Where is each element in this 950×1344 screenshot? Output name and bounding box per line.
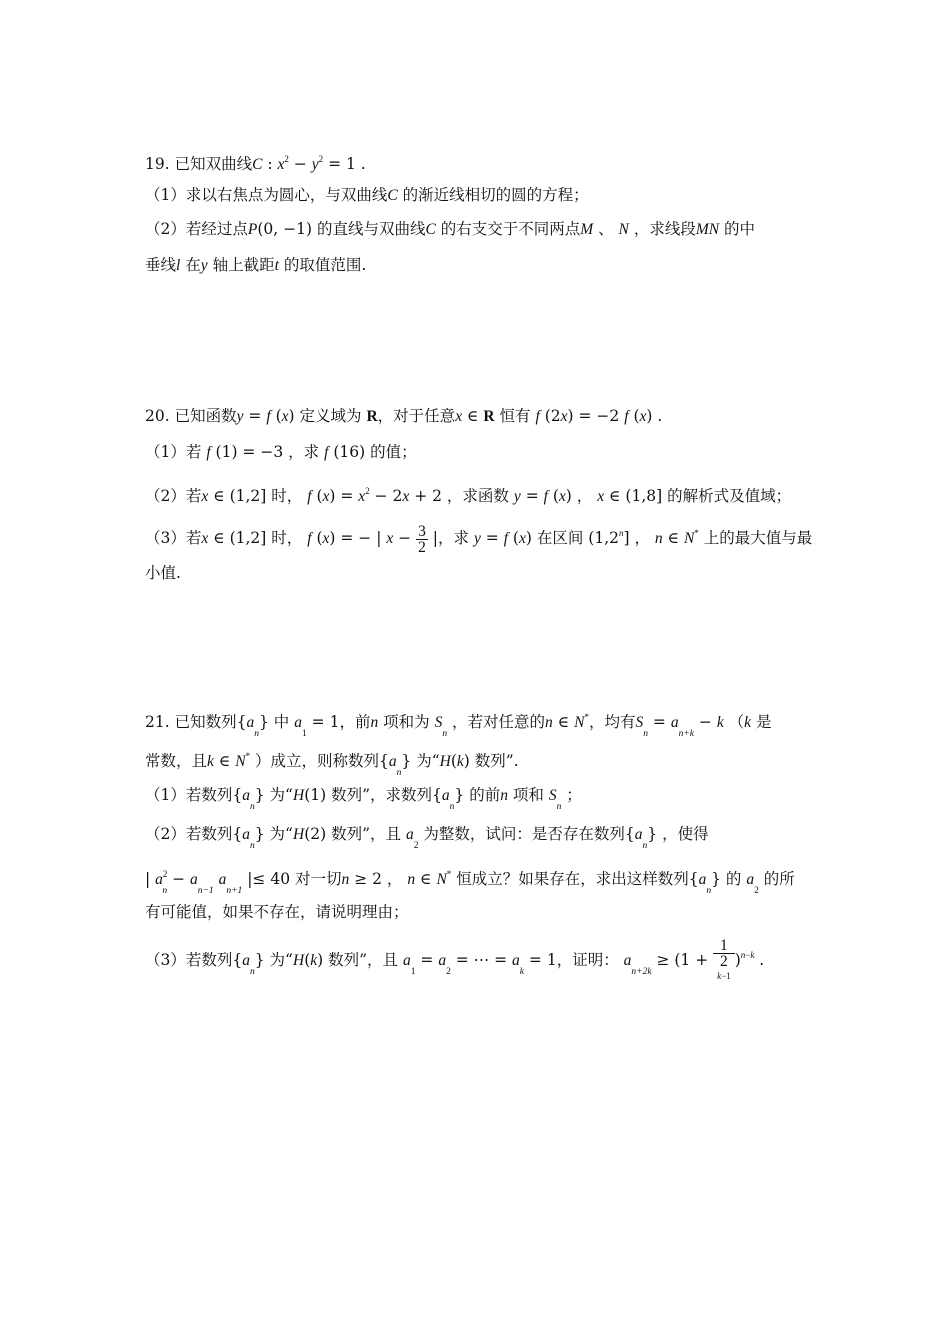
problem-20-part-3-cont: 小值. bbox=[145, 564, 181, 582]
problem-21-stem-line-2: 常数，且k ∈ N* ）成立，则称数列$\{a_n\}$ 为“H(k) 数列”. bbox=[145, 751, 519, 778]
problem-21-part-2: （2）若数列$\{a_n\}$ 为“H(2) 数列”，且 $a_2$ 为整数，试问：是否存在数列$\{a_n\}$ ，使得 bbox=[145, 825, 709, 851]
problem-19-part-2: （2）若经过点P(0, −1) 的直线与双曲线C 的右支交于不同两点M 、 N ，求线段MN 的中 bbox=[145, 220, 756, 238]
problem-20-part-2: （2）若x ∈ (1,2] 时， f $(x) = x^2 - 2x + 2$ ，求函数 y = f (x) ， x ∈ (1,8] 的解析式及值域； bbox=[145, 486, 792, 505]
problem-21-stem-line-1: 21. 已知数列$\{a_n\}$ 中 $a_1 = 1$，前n 项和为 $S_n$ ，若对任意的n ∈ N*，均有$S_n = a_{n+k} - k$ （k 是 bbox=[145, 712, 772, 739]
problem-21-part-2-cont-2: 有可能值，如果不存在，请说明理由； bbox=[145, 903, 409, 921]
problem-21-part-3: （3）若数列$\{a_n\}$ 为“H(k) 数列”，且 $a_1 = a_2$ = ⋯ = $a_k = 1$，证明： $a_{n+2k} \ge (1$ + 1 2 k−1 )$^{n-k}$ . bbox=[145, 938, 764, 984]
problem-21-part-1: （1）若数列$\{a_n\}$ 为“H(1) 数列”，求数列$\{a_n\}$ 的前n 项和 $S_n$ ； bbox=[145, 786, 582, 812]
fraction-three-halves: $\frac{3}{2}$ bbox=[418, 522, 426, 556]
problem-21-part-2-cont: | $a^2_n - a_{n-1}$ $a_{n+1}$ |≤ 40 对一切n ≥ 2 ， n ∈ N* 恒成立？如果存在，求出这样数列$\{a_n\}$ 的 $a_2$ 的所 bbox=[145, 869, 795, 896]
fraction-one-over-power: 1 2 k−1 bbox=[713, 938, 735, 984]
problem-19-part-2-cont: 垂线l 在y 轴上截距t 的取值范围. bbox=[145, 256, 367, 274]
problem-19-stem: 19. 已知双曲线C : $x^2 - y^2 = 1$ . bbox=[145, 154, 366, 173]
problem-20-stem: 20. 已知函数y = f (x) 定义域为 R，对于任意x ∈ R 恒有 f (2x) = −2 f (x) . bbox=[145, 407, 663, 425]
problem-19-part-1: （1）求以右焦点为圆心，与双曲线C 的渐近线相切的圆的方程； bbox=[145, 186, 589, 204]
problem-20-part-3: （3）若x ∈ (1,2] 时， f (x) = − | x − $\frac{3}{2}$ |，求 y = f (x) 在区间 (1,2$^n$] ， n ∈ N* 上的最大值与最 bbox=[145, 522, 813, 556]
problem-20-part-1: （1）若 f (1) = −3 ，求 f (16) 的值； bbox=[145, 443, 417, 461]
